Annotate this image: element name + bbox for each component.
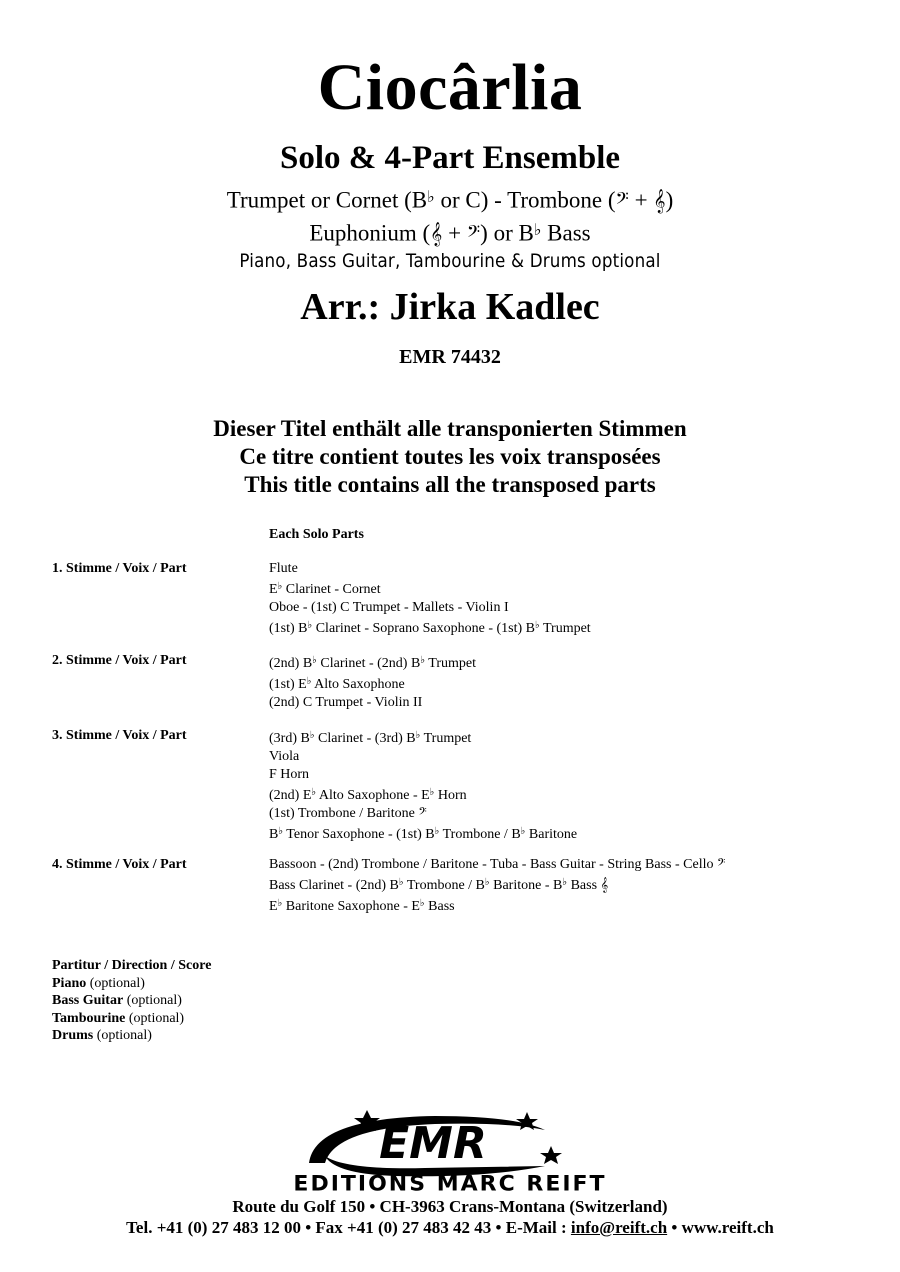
optional-note: (optional) <box>126 993 182 1008</box>
list-item: Viola <box>269 749 300 764</box>
list-item: Bassoon - (2nd) Trombone / Baritone - Tuba - Bass Guitar - String Bass - Cello 𝄢 <box>269 857 726 872</box>
bass-clef-icon: 𝄢 <box>717 857 726 872</box>
list-item: (3rd) B♭ Clarinet - (3rd) B♭ Trumpet <box>269 730 472 746</box>
list-item: E♭ Clarinet - Cornet <box>269 581 381 597</box>
publisher-name: EDITIONS MARC REIFT <box>293 1172 607 1197</box>
bass-clef-icon: 𝄢 <box>466 221 481 246</box>
list-item: (2nd) C Trumpet - Violin II <box>269 695 423 710</box>
flat-symbol: ♭ <box>427 189 435 206</box>
flat-symbol: ♭ <box>415 730 421 741</box>
transposed-note-de: Dieser Titel enthält alle transponierten Stimmen <box>213 416 687 441</box>
subtitle: Solo & 4-Part Ensemble <box>279 140 621 176</box>
email-link[interactable]: info@reift.ch <box>570 1218 668 1237</box>
score-item-piano: Piano <box>52 975 87 991</box>
score-item-drums: Drums <box>52 1028 94 1043</box>
list-item: (1st) Trombone / Baritone 𝄢 <box>269 806 427 821</box>
flat-symbol: ♭ <box>277 898 283 909</box>
logo-text: EMR <box>379 1118 487 1169</box>
part-1-label: 1. Stimme / Voix / Part <box>52 561 187 576</box>
flat-symbol: ♭ <box>398 877 404 888</box>
flat-symbol: ♭ <box>311 787 317 798</box>
flat-symbol: ♭ <box>420 655 426 666</box>
flat-symbol: ♭ <box>419 898 425 909</box>
optional-note: (optional) <box>96 1028 152 1043</box>
flat-symbol: ♭ <box>520 826 526 837</box>
score-item-tambourine: Tambourine <box>52 1010 126 1026</box>
catalog-number: EMR 74432 <box>399 346 501 368</box>
flat-symbol: ♭ <box>278 826 284 837</box>
list-item: (1st) E♭ Alto Saxophone <box>269 676 405 692</box>
list-item: (2nd) E♭ Alto Saxophone - E♭ Horn <box>269 787 467 803</box>
optional-note: (optional) <box>128 1010 185 1026</box>
optional-instruments: Piano, Bass Guitar, Tambourine & Drums optional <box>239 250 661 272</box>
part-3-label: 3. Stimme / Voix / Part <box>52 728 187 743</box>
treble-clef-icon: 𝄞 <box>430 221 443 246</box>
optional-note: (optional) <box>89 975 145 991</box>
part-2-list <box>269 652 476 712</box>
flat-symbol: ♭ <box>307 620 313 631</box>
score-item-bass-guitar: Bass Guitar <box>52 993 124 1008</box>
flat-symbol: ♭ <box>533 222 542 239</box>
flat-symbol: ♭ <box>306 676 312 687</box>
flat-symbol: ♭ <box>312 655 317 666</box>
transposed-note-fr: Ce titre contient toutes les voix transposées <box>239 444 661 469</box>
list-item: (1st) B♭ Clarinet - Soprano Saxophone - (1st) B♭ Trumpet <box>269 620 591 636</box>
flat-symbol: ♭ <box>277 581 283 592</box>
list-item: E♭ Baritone Saxophone - E♭ Bass <box>269 898 455 914</box>
transposed-note-en: This title contains all the transposed parts <box>244 472 656 497</box>
score-heading: Partitur / Direction / Score <box>52 958 212 973</box>
instrumentation-line-2: Euphonium (𝄞 + 𝄢) or B♭ Bass <box>309 220 591 246</box>
bass-clef-icon: 𝄢 <box>418 806 427 821</box>
list-item: B♭ Tenor Saxophone - (1st) B♭ Trombone / B♭ Baritone <box>269 826 578 842</box>
list-item: Bass Clarinet - (2nd) B♭ Trombone / B♭ Baritone - B♭ Bass 𝄞 <box>269 877 609 893</box>
page-title: Ciocârlia <box>317 51 583 124</box>
publisher-address: Route du Golf 150 • CH-3963 Crans-Montana (Switzerland) <box>232 1197 668 1216</box>
flat-symbol: ♭ <box>484 877 490 888</box>
flat-symbol: ♭ <box>434 826 440 837</box>
publisher-contact: Tel. +41 (0) 27 483 12 00 • Fax +41 (0) 27 483 42 43 • E-Mail : info@reift.ch • www.reift.ch <box>126 1218 774 1237</box>
arranger: Arr.: Jirka Kadlec <box>300 286 600 328</box>
treble-clef-icon: 𝄞 <box>600 878 609 893</box>
part-1-list <box>269 560 591 638</box>
list-item: F Horn <box>269 767 310 782</box>
part-3-list <box>269 727 577 844</box>
flat-symbol: ♭ <box>309 730 315 741</box>
part-2-label: 2. Stimme / Voix / Part <box>52 653 187 668</box>
instrumentation-line-1: Trumpet or Cornet (B♭ or C) - Trombone (𝄢 + 𝄞) <box>226 187 674 213</box>
bass-clef-icon: 𝄢 <box>615 188 629 213</box>
list-item: Flute <box>269 561 298 576</box>
parts-heading: Each Solo Parts <box>269 527 364 542</box>
flat-symbol: ♭ <box>535 620 540 631</box>
flat-symbol: ♭ <box>429 787 435 798</box>
part-4-list <box>269 856 725 916</box>
part-4-label: 4. Stimme / Voix / Part <box>52 857 187 872</box>
score-block <box>52 957 211 1045</box>
list-item: Oboe - (1st) C Trumpet - Mallets - Violin I <box>269 600 509 615</box>
treble-clef-icon: 𝄞 <box>653 188 666 213</box>
flat-symbol: ♭ <box>562 877 568 888</box>
list-item: (2nd) B♭ Clarinet - (2nd) B♭ Trumpet <box>269 655 476 671</box>
